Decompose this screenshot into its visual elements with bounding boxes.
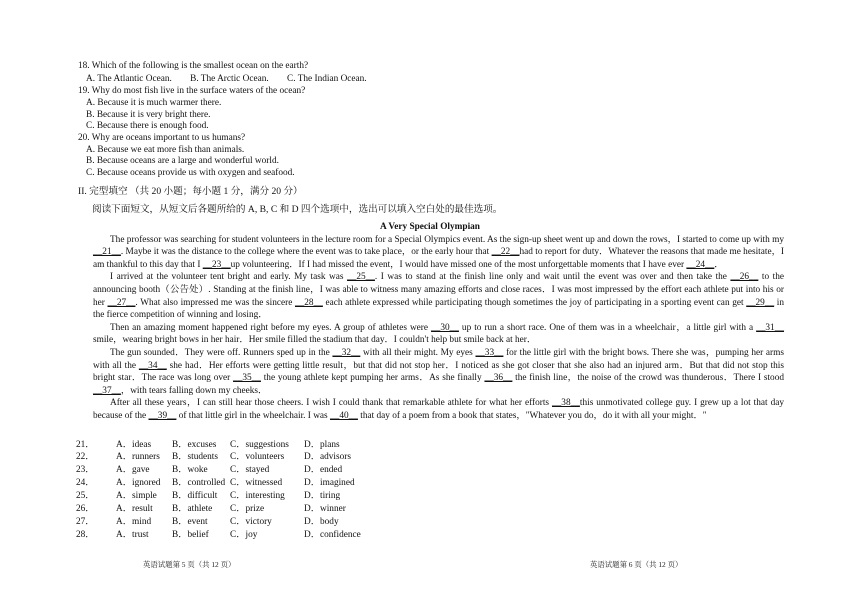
- choice-row: 28． A．trust B．belief C．joy D．confidence: [76, 529, 361, 540]
- blank-38: __38__: [552, 398, 580, 409]
- blank-25: __25__: [347, 272, 375, 283]
- choice-row: 24． A．ignored B．controlled C．witnessed D．imagined: [76, 478, 355, 489]
- blank-27: __27__: [107, 297, 136, 308]
- blank-37: __37__: [93, 385, 121, 396]
- section-heading: II. 完型填空 （共 20 小题；每小题 1 分，满分 20 分）: [78, 186, 303, 197]
- question-19: 19. Why do most fish live in the surface waters of the ocean?: [78, 85, 306, 96]
- blank-29: __29__: [746, 297, 775, 308]
- blank-39: __39__: [148, 410, 177, 421]
- blank-31: __31__: [756, 322, 784, 333]
- blank-33: __33__: [475, 347, 504, 358]
- option-c: C. Because oceans provide us with oxygen and seafood.: [86, 168, 295, 179]
- choice-row: 26． A．result B．athlete C．prize D．winner: [76, 503, 346, 514]
- passage-title: A Very Special Olympian: [380, 222, 480, 233]
- blank-23: __23__: [202, 259, 231, 270]
- option-b: B. Because oceans are a large and wonderful world.: [86, 156, 279, 167]
- answer-choices: [76, 439, 361, 542]
- choice-row: 22． A．runners B．students C．volunteers D．advisors: [76, 452, 351, 463]
- question-18: 18. Which of the following is the smallest ocean on the earth?: [78, 61, 309, 71]
- choice-row: 25． A．simple B．difficult C．interesting D．tiring: [76, 490, 341, 501]
- blank-35: __35__: [233, 373, 261, 384]
- option-c: C. Because there is enough food.: [86, 121, 209, 132]
- choice-row: 23． A．gave B．woke C．stayed D．ended: [76, 465, 343, 476]
- passage-paragraph: The professor was searching for student volunteers in the lecture room for a Special Olympics event. As the sign-up sheet went up and down the rows，I started to come up with my __21__. Maybe it was the distance to the college where the event was to take place，or the early hour that __22__had to report for duty．Whatever the reasons that made me hesitate，I am thankful to this day that I __23__up volunteering．If I had missed the event，I would have missed one of the most unforgettable moments that I have ever __24__．: [93, 234, 784, 270]
- option-b: B. The Arctic Ocean.: [190, 73, 269, 84]
- choice-row: 21． A．ideas B．excuses C．suggestions D．plans: [76, 439, 340, 450]
- option-a: A. Because we eat more fish than animals.: [86, 144, 245, 155]
- page-footer-right: 英语试题第 6 页（共 12 页）: [590, 560, 683, 569]
- option-c: C. The Indian Ocean.: [287, 73, 367, 84]
- passage-paragraph: The gun sounded．They were off. Runners sped up in the __32__ with all their might. My eyes __33__ for the little girl with the bright bows. There she was，pumping her arms with all the __34__ she had．Her efforts were getting little result，but that did not stop her．I noticed as she got closer that she also had an injured arm．But that did not stop this bright star．The race was long over __35__ the young athlete kept pumping her arms．As she finally __36__ the finish line，the noise of the crowd was thunderous．There I stood __37__，with tears falling down my cheeks．: [93, 347, 784, 396]
- passage-paragraph: I arrived at the volunteer tent bright and early. My task was __25__. I was to stand at the finish line only and wait until the event was over and then take the __26__ to the announcing booth（公告处）. Standing at the finish line，I was able to witness many amazing efforts and close races．I was most impressed by the effort each athlete put into his or her __27__. What also impressed me was the sincere __28__ each athlete expressed while participating though sometimes the joy of participating in a sporting event can get __29__ in the fierce competition of winning and losing．: [93, 272, 784, 321]
- passage-paragraph: Then an amazing moment happened right before my eyes. A group of athletes were __30__ up to run a short race. One of them was in a wheelchair，a little girl with a __31__ smile，wearing bright bows in her hair．Her smile filled the stadium that day．I couldn't help but smile back at her．: [93, 322, 784, 346]
- blank-22: __22__: [491, 247, 520, 258]
- choice-row: 27． A．mind B．event C．victory D．body: [76, 516, 339, 527]
- option-b: B. Because it is very bright there.: [86, 109, 211, 120]
- blank-28: __28__: [294, 297, 323, 308]
- blank-32: __32__: [332, 347, 361, 358]
- blank-21: __21__: [93, 247, 121, 258]
- blank-36: __36__: [484, 373, 513, 384]
- option-a: A. The Atlantic Ocean.: [86, 73, 172, 84]
- blank-30: __30__: [431, 322, 459, 333]
- passage-paragraph: After all these years，I can still hear those cheers. I wish I could thank that remarkable athlete for what her efforts __38__this unmotivated college guy. I grew up a lot that day because of the __39__ of that little girl in the wheelchair. I was __40__ that day of a poem from a book that states，"Whatever you do，do it with all your might．": [93, 398, 784, 421]
- question-20: 20. Why are oceans important to us humans?: [78, 132, 246, 143]
- blank-24: __24__: [686, 259, 715, 270]
- blank-26: __26__: [730, 272, 759, 283]
- section-instruction: 阅读下面短文，从短文后各题所给的 A, B, C 和 D 四个选项中，选出可以填入空白处的最佳选项。: [92, 204, 503, 215]
- page-footer-left: 英语试题第 5 页（共 12 页）: [143, 560, 236, 569]
- question-18-options: [86, 73, 383, 86]
- option-a: A. Because it is much warmer there.: [86, 97, 222, 108]
- blank-40: __40__: [330, 410, 358, 421]
- blank-34: __34__: [138, 360, 167, 371]
- passage: [93, 234, 784, 423]
